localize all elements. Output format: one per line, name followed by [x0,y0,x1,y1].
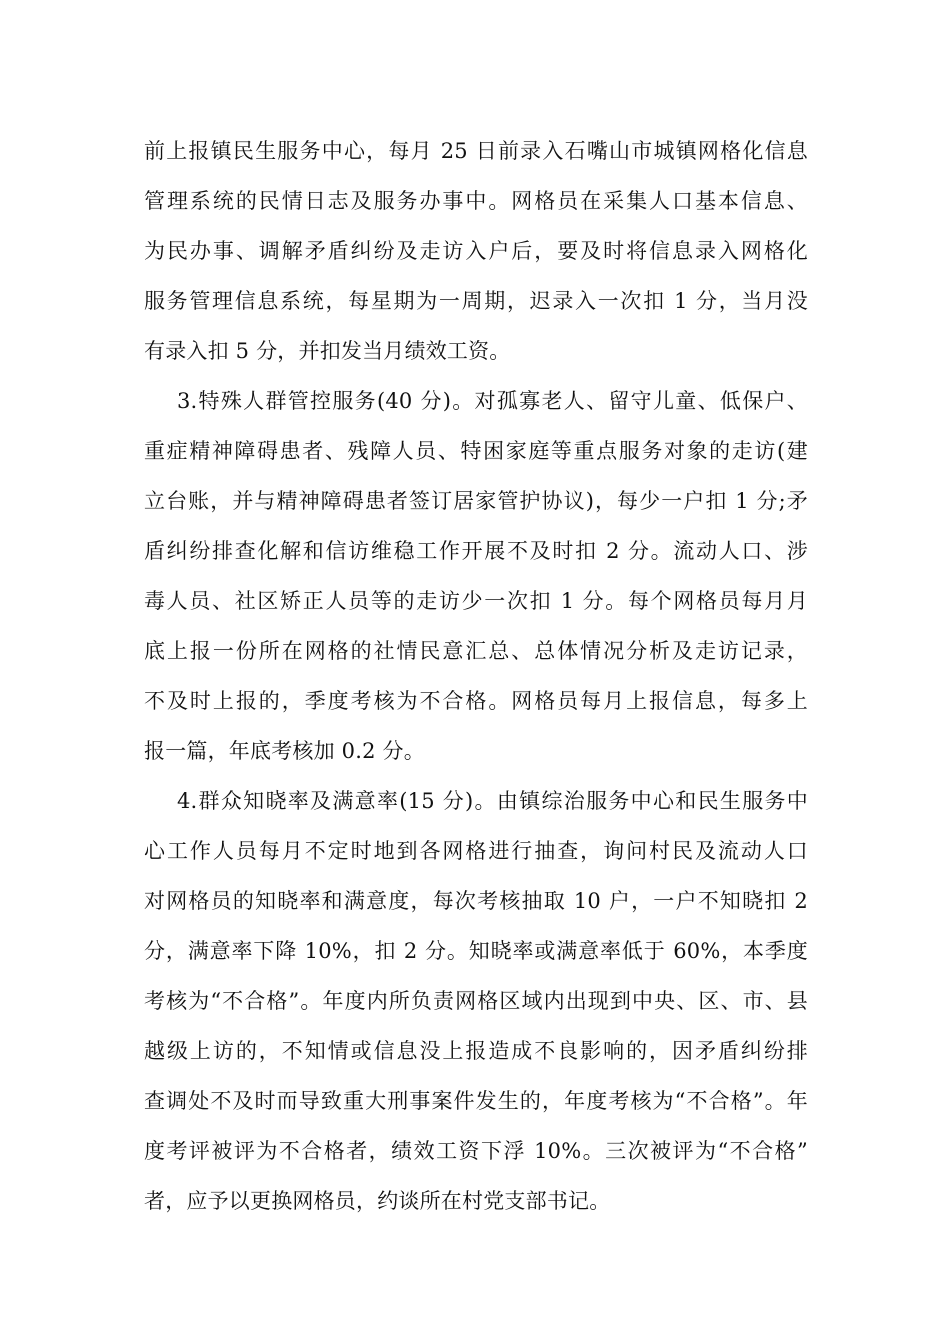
text-line: 越级上访的，不知情或信息没上报造成不良影响的，因矛盾纠纷排 [144,1039,808,1063]
body-text [144,126,808,1226]
text-line: 3.特殊人群管控服务(40 分)。对孤寡老人、留守儿童、低保户、 [177,389,808,413]
text-line: 度考评被评为不合格者，绩效工资下浮 10%。三次被评为“不合格” [144,1139,808,1163]
text-line: 查调处不及时而导致重大刑事案件发生的，年度考核为“不合格”。年 [144,1089,808,1113]
text-line: 4.群众知晓率及满意率(15 分)。由镇综治服务中心和民生服务中 [177,789,808,813]
text-line: 管理系统的民情日志及服务办事中。网格员在采集人口基本信息、 [144,189,808,213]
text-line: 不及时上报的，季度考核为不合格。网格员每月上报信息，每多上 [144,689,808,713]
text-line: 盾纠纷排查化解和信访维稳工作开展不及时扣 2 分。流动人口、涉 [144,539,808,563]
text-line: 对网格员的知晓率和满意度，每次考核抽取 10 户，一户不知晓扣 2 [144,889,808,913]
text-line: 重症精神障碍患者、残障人员、特困家庭等重点服务对象的走访(建 [144,439,808,463]
text-line: 心工作人员每月不定时地到各网格进行抽查，询问村民及流动人口 [144,839,808,863]
text-line: 毒人员、社区矫正人员等的走访少一次扣 1 分。每个网格员每月月 [144,589,808,613]
text-line: 有录入扣 5 分，并扣发当月绩效工资。 [144,339,511,363]
text-line: 服务管理信息系统，每星期为一周期，迟录入一次扣 1 分，当月没 [144,289,808,313]
text-line: 考核为“不合格”。年度内所负责网格区域内出现到中央、区、市、县 [144,989,808,1013]
text-line: 为民办事、调解矛盾纠纷及走访入户后，要及时将信息录入网格化 [144,239,808,263]
text-line: 前上报镇民生服务中心，每月 25 日前录入石嘴山市城镇网格化信息 [144,139,808,163]
text-line: 报一篇，年底考核加 0.2 分。 [144,739,425,763]
text-line: 分，满意率下降 10%，扣 2 分。知晓率或满意率低于 60%，本季度 [144,939,808,963]
text-line: 者，应予以更换网格员，约谈所在村党支部书记。 [144,1189,611,1213]
text-line: 底上报一份所在网格的社情民意汇总、总体情况分析及走访记录， [144,639,808,663]
text-line: 立台账，并与精神障碍患者签订居家管护协议)，每少一户扣 1 分;矛 [144,489,808,513]
